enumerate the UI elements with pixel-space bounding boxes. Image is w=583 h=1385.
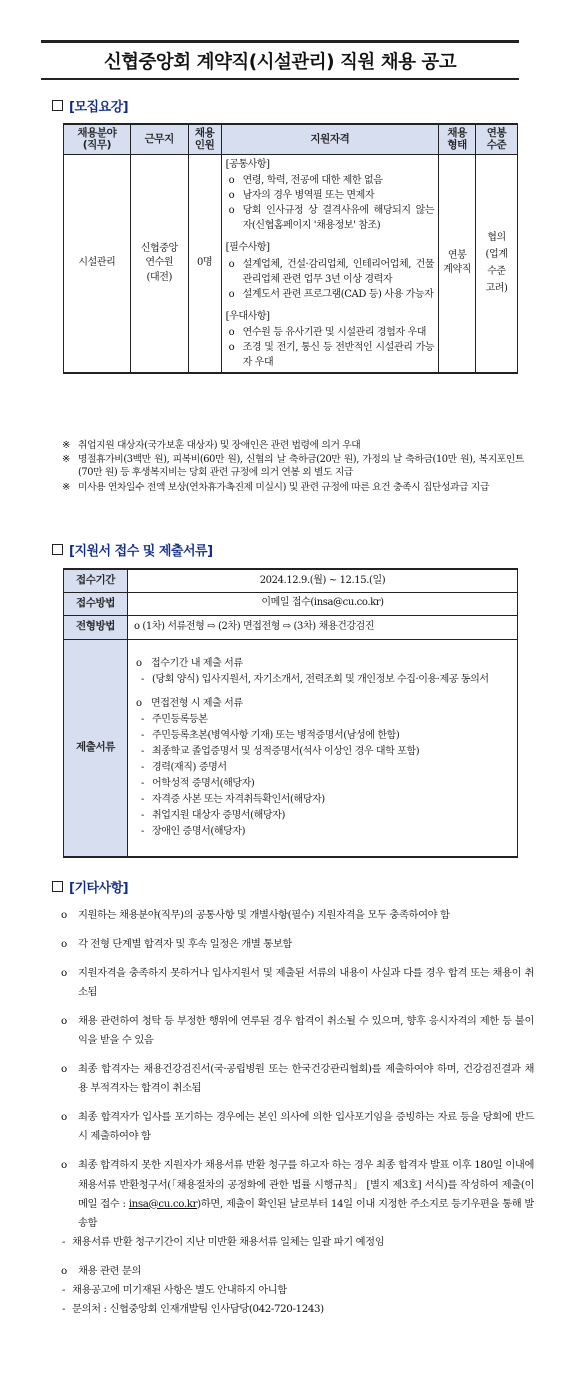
doc-section-title	[136, 696, 509, 712]
doc-section	[136, 656, 509, 688]
notes-list	[62, 439, 524, 495]
dash-icon: -	[62, 1235, 66, 1248]
dash-icon: -	[141, 825, 144, 837]
bullet-icon: o	[228, 327, 235, 338]
etc-list	[60, 906, 534, 1319]
dash-icon: -	[141, 729, 144, 741]
cell-location: 신협중앙 연수원 (대전)	[130, 154, 188, 373]
etc-item-text: 최종 합격자는 채용건강검진서(국·공립병원 또는 한국건강관리협회)를 제출하여야 하며, 건강검진결과 채용 부적격자는 합격이 취소됨	[78, 1063, 534, 1095]
list-item	[136, 712, 509, 728]
dash-icon: -	[141, 713, 144, 725]
list-item	[136, 728, 509, 744]
dash-icon: -	[141, 761, 144, 773]
list-item-text: 경력(재직) 증명서	[152, 761, 227, 773]
dash-icon: -	[141, 745, 144, 757]
list-item-text: 어학성적 증명서(해당자)	[152, 777, 255, 789]
bullet-icon: o	[228, 190, 235, 201]
list-item-text: 설계업체, 건설·감리업체, 인테리어업체, 건물관리업체 관련 업무 3년 이상 경력자	[242, 258, 435, 285]
section-heading-apply	[52, 540, 213, 558]
note-item	[62, 439, 524, 452]
recruitment-table	[63, 123, 518, 374]
checkbox-square-icon	[52, 544, 63, 555]
checkbox-square-icon	[52, 881, 63, 892]
dash-icon: -	[141, 777, 144, 789]
doc-section-title-text: 면접전형 시 제출 서류	[151, 697, 243, 709]
bullet-icon: o	[228, 205, 235, 216]
list-item	[136, 744, 509, 760]
list-item-text: 연령, 학력, 전공에 대한 제한 없음	[242, 175, 383, 186]
etc-item	[60, 935, 534, 954]
list-item	[226, 287, 435, 302]
section-heading-etc	[52, 877, 128, 895]
list-item	[226, 257, 435, 287]
checkbox-square-icon	[52, 100, 63, 111]
list-item	[136, 760, 509, 776]
section-heading-recruit	[52, 96, 128, 114]
list-item	[226, 325, 435, 340]
bullet-icon: o	[61, 967, 67, 980]
list-item	[136, 672, 509, 688]
list-item-text: 장애인 증명서(해당자)	[152, 825, 246, 837]
cell-field: 시설관리	[64, 154, 131, 373]
etc-item	[60, 906, 534, 925]
cell-type: 연봉 계약직	[439, 154, 476, 373]
etc-item	[60, 964, 534, 1002]
doc-section-title-text: 접수기간 내 제출 서류	[151, 657, 243, 669]
bullet-icon: o	[228, 258, 235, 270]
header-field: 채용분야 (직무)	[64, 124, 131, 154]
bullet-icon: o	[61, 1159, 67, 1172]
etc-item	[60, 1012, 534, 1050]
table-row-process	[64, 615, 518, 639]
header-count: 채용 인원	[188, 124, 221, 154]
bullet-icon: o	[61, 909, 67, 921]
sub-item-text: 채용공고에 미기재된 사항은 별도 안내하지 아니함	[72, 1283, 287, 1296]
header-salary: 연봉 수준	[476, 124, 518, 154]
list-item-text: 남자의 경우 병역필 또는 면제자	[242, 190, 375, 201]
sub-item	[60, 1233, 534, 1252]
reference-mark-icon: ※	[62, 454, 70, 466]
section-title: [지원서 접수 및 제출서류]	[69, 543, 213, 559]
table-row-period	[64, 569, 518, 592]
etc-item-text: 채용 관련 문의	[78, 1264, 142, 1277]
reference-mark-icon: ※	[62, 440, 70, 451]
etc-item-text: 채용 관련하여 청탁 등 부정한 행위에 연루된 경우 합격이 취소될 수 있으며, 향후 응시자격의 제한 등 불이익을 받을 수 있음	[78, 1015, 534, 1047]
header-location: 근무지	[130, 124, 188, 154]
bullet-icon: o	[61, 938, 67, 951]
application-table	[63, 568, 518, 858]
bullet-icon: o	[61, 1111, 67, 1124]
value-process: o (1차) 서류전형 ⇨ (2차) 면접전형 ⇨ (3차) 채용건강검진	[128, 615, 518, 639]
table-row-method	[64, 592, 518, 615]
page-title: 신협중앙회 계약직(시설관리) 직원 채용 공고	[103, 51, 457, 73]
list-item	[136, 808, 509, 824]
bullet-icon: o	[228, 288, 235, 300]
sub-item-text: 문의처 : 신협중앙회 인재개발팀 인사담당(042-720-1243)	[72, 1302, 324, 1315]
bullet-icon: o	[61, 1015, 67, 1028]
etc-return-text-a: 최종 합격하지 못한 지원자가 채용서류 반환 청구를 하고자 하는 경우 최종 합격자 발표 이후 180일 이내에 채용서류 반환청구서(「채용절차의 공정화에 관한 법률 시행규칙」 [별지 제3호] 서식)를 작성하여 제출(이메일 접수 :	[78, 1159, 534, 1210]
cell-salary: 협의 (업계 수준 고려)	[476, 154, 518, 373]
note-text: 미사용 연차일수 전액 보상(연차휴가촉진제 미실시) 및 관련 규정에 따른 요건 충족시 집단성과급 지급	[78, 481, 490, 493]
bullet-icon: o	[136, 657, 142, 669]
list-item-text: 설계도서 관련 프로그램(CAD 등) 사용 가능자	[242, 288, 434, 300]
sub-item	[60, 1300, 534, 1319]
note-text: 취업지원 대상자(국가보훈 대상자) 및 장애인은 관련 법령에 의거 우대	[78, 440, 361, 451]
list-item-text: 최종학교 졸업증명서 및 성적증명서(석사 이상인 경우 대학 포함)	[152, 745, 420, 757]
list-item-text: 조경 및 전기, 통신 등 전반적인 시설관리 가능자 우대	[242, 342, 435, 368]
list-item-text: 당회 인사규정 상 결격사유에 해당되지 않는 자(신협홈페이지 '채용정보' 참조)	[242, 205, 435, 231]
etc-item-text: 각 전형 단계별 합격자 및 후속 일정은 개별 통보함	[78, 938, 292, 951]
etc-item-return	[60, 1156, 534, 1232]
dash-icon: -	[141, 809, 144, 821]
list-item	[136, 776, 509, 792]
table-row	[64, 154, 518, 373]
qualification-group	[226, 241, 435, 302]
cell-qualifications	[221, 154, 439, 373]
dash-icon: -	[62, 1283, 66, 1296]
bullet-icon: o	[228, 342, 235, 353]
value-period: 2024.12.9.(월) ~ 12.15.(일)	[128, 569, 518, 592]
etc-return-text-b: )하면, 제출이 확인된 날로부터 14일 이내 지정한 주소지로 등기우편을 통해 발송함	[78, 1197, 534, 1229]
cell-count: 0명	[188, 154, 221, 373]
value-docs	[128, 639, 518, 857]
list-item	[226, 203, 435, 233]
sub-item-text: 채용서류 반환 청구기간이 지난 미반환 채용서류 일체는 일괄 파기 예정임	[72, 1235, 385, 1248]
etc-item-text: 지원하는 채용분야(직무)의 공통사항 및 개별사항(필수) 지원자격을 모두 충족하여야 함	[78, 909, 450, 921]
etc-item-inquiry	[60, 1262, 534, 1281]
note-item	[62, 453, 524, 479]
header-qualifications: 지원자격	[221, 124, 439, 154]
reference-mark-icon: ※	[62, 481, 70, 493]
dash-icon: -	[62, 1302, 66, 1315]
sub-item	[60, 1281, 534, 1300]
label-docs: 제출서류	[64, 639, 128, 857]
etc-item-text: 지원자격을 충족하지 못하거나 입사지원서 및 제출된 서류의 내용이 사실과 다를 경우 합격 또는 채용이 취소됨	[78, 967, 534, 999]
table-header-row	[64, 124, 518, 154]
list-item-text: (당회 양식) 입사지원서, 자기소개서, 전력조회 및 개인정보 수집·이용·제공 동의서	[152, 673, 489, 685]
label-period: 접수기간	[64, 569, 128, 592]
qualification-group-title: [우대사항]	[225, 310, 270, 322]
etc-item-text	[78, 1156, 534, 1232]
note-text: 명절휴가비(3백만 원), 피복비(60만 원), 신협의 날 축하금(20만 원), 가정의 날 축하금(10만 원), 복지포인트(70만 원) 등 후생복지비는 당회 관련 규정에 의거 연봉 외 별도 지급	[78, 454, 524, 479]
bullet-icon: o	[228, 175, 235, 186]
list-item	[226, 188, 435, 203]
list-item-text: 연수원 등 유사기관 및 시설관리 경험자 우대	[242, 327, 426, 338]
qualification-group-title: [필수사항]	[225, 242, 270, 253]
dash-icon: -	[141, 793, 144, 805]
section-title: [기타사항]	[69, 880, 129, 896]
note-item	[62, 481, 524, 494]
label-process: 전형방법	[64, 615, 128, 639]
table-row-docs	[64, 639, 518, 857]
bullet-icon: o	[61, 1264, 67, 1277]
doc-section	[136, 696, 509, 840]
title-box	[41, 40, 519, 80]
label-method: 접수방법	[64, 592, 128, 615]
qualification-group	[226, 310, 435, 371]
header-type: 채용 형태	[439, 124, 476, 154]
list-item-text: 자격증 사본 또는 자격취득확인서(해당자)	[152, 793, 325, 805]
qualification-group	[226, 158, 435, 234]
etc-item	[60, 1060, 534, 1098]
list-item-text: 주민등록등본	[152, 713, 208, 725]
doc-section-title	[136, 656, 509, 672]
list-item	[226, 173, 435, 188]
email-link: insa@cu.co.kr	[128, 1197, 198, 1210]
etc-item	[60, 1108, 534, 1146]
etc-item-text: 최종 합격자가 입사를 포기하는 경우에는 본인 의사에 의한 입사포기임을 증빙하는 자료 등을 당회에 반드시 제출하여야 함	[78, 1111, 534, 1143]
bullet-icon: o	[136, 697, 142, 709]
value-method: 이메일 접수(insa@cu.co.kr)	[128, 592, 518, 615]
list-item	[136, 824, 509, 840]
list-item	[136, 792, 509, 808]
list-item	[226, 340, 435, 370]
bullet-icon: o	[61, 1063, 67, 1076]
qualification-group-title: [공통사항]	[225, 158, 270, 170]
list-item-text: 취업지원 대상자 증명서(해당자)	[152, 809, 285, 821]
dash-icon: -	[141, 673, 144, 685]
section-title: [모집요강]	[69, 99, 129, 115]
list-item-text: 주민등록초본(병역사항 기재) 또는 병적증명서(남성에 한함)	[152, 729, 400, 741]
